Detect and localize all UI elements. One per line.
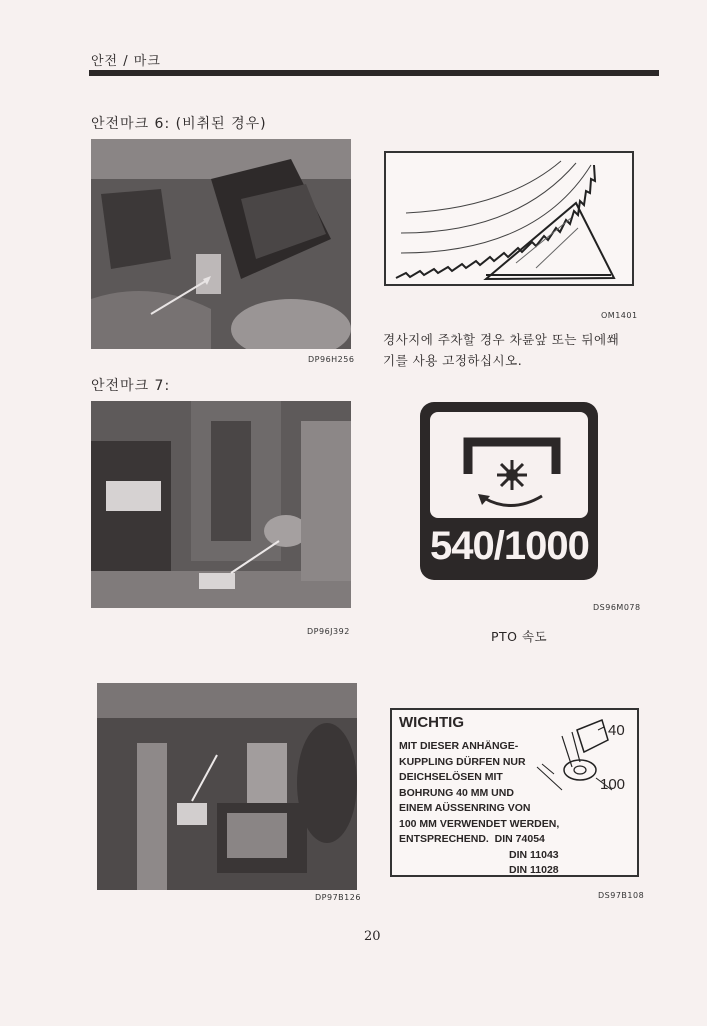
wichtig-heading: WICHTIG (399, 714, 464, 731)
wichtig-line: BOHRUNG 40 MM UND (399, 786, 514, 799)
slope-chock-diagram (384, 151, 634, 286)
section-6-title: 안전마크 6: (비취된 경우) (91, 116, 267, 132)
section-7-photo-code: DP96J392 (307, 627, 350, 636)
dimension-100: 100 (600, 776, 626, 793)
pto-speed-value: 540/1000 (430, 524, 589, 568)
pto-sign-code: DS96M078 (593, 603, 641, 612)
rotation-arrow-icon (484, 496, 542, 506)
page-header-title: 안전 / 마크 (91, 54, 161, 69)
section-6-photo (91, 139, 351, 349)
hitch-photo-code: DP97B126 (315, 893, 361, 902)
section-6-photo-code: DP96H256 (308, 355, 355, 364)
wichtig-line: DIN 11043 (509, 848, 559, 861)
pto-speed-sign (420, 402, 598, 580)
pto-sign-upper-panel (430, 412, 588, 518)
wichtig-label-code: DS97B108 (598, 891, 645, 900)
pto-caption: PTO 속도 (491, 629, 548, 644)
slope-diagram-code: OM1401 (601, 311, 638, 320)
slope-caption-line1: 경사지에 주차할 경우 차륜앞 또는 뒤에쐐 (383, 332, 620, 347)
wichtig-label (390, 708, 639, 877)
wichtig-line: KUPPLING DÜRFEN NUR (399, 755, 526, 768)
hitch-photo (97, 683, 357, 890)
wichtig-line: ENTSPRECHEND. DIN 74054 (399, 833, 545, 845)
page-number: 20 (364, 929, 381, 944)
wichtig-line: 100 MM VERWENDET WERDEN, (399, 817, 560, 830)
section-7-title: 안전마크 7: (91, 378, 171, 394)
slope-caption-line2: 기를 사용 고정하십시오. (383, 353, 523, 368)
section-7-photo (91, 401, 351, 608)
wichtig-line: EINEM AÜSSENRING VON (399, 802, 531, 814)
wichtig-line: DIN 11028 (509, 864, 559, 876)
dimension-40: 40 (608, 722, 625, 739)
wichtig-line: MIT DIESER ANHÄNGE- (399, 740, 519, 752)
wichtig-line: DEICHSELÖSEN MIT (399, 771, 503, 783)
header-rule (89, 70, 659, 76)
